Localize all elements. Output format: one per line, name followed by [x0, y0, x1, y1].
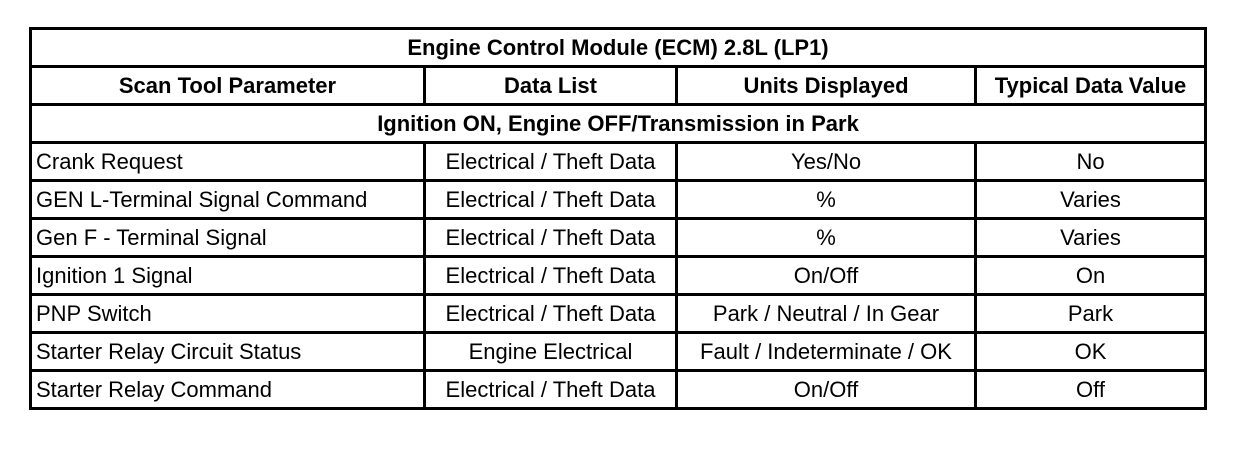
parameter-cell: PNP Switch: [31, 295, 425, 333]
units-cell: %: [677, 219, 976, 257]
header-data-list: Data List: [425, 67, 677, 105]
data-list-cell: Electrical / Theft Data: [425, 143, 677, 181]
data-list-cell: Electrical / Theft Data: [425, 371, 677, 409]
units-cell: Yes/No: [677, 143, 976, 181]
parameter-cell: Starter Relay Circuit Status: [31, 333, 425, 371]
typical-value-cell: Park: [976, 295, 1206, 333]
ecm-data-table: [29, 27, 1207, 410]
data-list-cell: Electrical / Theft Data: [425, 257, 677, 295]
table-row: [31, 333, 1206, 371]
data-list-cell: Engine Electrical: [425, 333, 677, 371]
table-row: [31, 371, 1206, 409]
data-list-cell: Electrical / Theft Data: [425, 295, 677, 333]
typical-value-cell: Varies: [976, 181, 1206, 219]
table-row: [31, 143, 1206, 181]
header-row: [31, 67, 1206, 105]
units-cell: On/Off: [677, 257, 976, 295]
header-typical-data-value: Typical Data Value: [976, 67, 1206, 105]
header-scan-tool-parameter: Scan Tool Parameter: [31, 67, 425, 105]
table-row: [31, 181, 1206, 219]
parameter-cell: Starter Relay Command: [31, 371, 425, 409]
table-row: [31, 257, 1206, 295]
table-row: [31, 295, 1206, 333]
typical-value-cell: On: [976, 257, 1206, 295]
typical-value-cell: Varies: [976, 219, 1206, 257]
parameter-cell: Crank Request: [31, 143, 425, 181]
title-row: [31, 29, 1206, 67]
section-row: [31, 105, 1206, 143]
parameter-cell: Ignition 1 Signal: [31, 257, 425, 295]
section-heading: Ignition ON, Engine OFF/Transmission in Park: [31, 105, 1206, 143]
parameter-cell: GEN L-Terminal Signal Command: [31, 181, 425, 219]
typical-value-cell: OK: [976, 333, 1206, 371]
typical-value-cell: Off: [976, 371, 1206, 409]
units-cell: %: [677, 181, 976, 219]
parameter-cell: Gen F - Terminal Signal: [31, 219, 425, 257]
typical-value-cell: No: [976, 143, 1206, 181]
data-list-cell: Electrical / Theft Data: [425, 181, 677, 219]
units-cell: On/Off: [677, 371, 976, 409]
header-units-displayed: Units Displayed: [677, 67, 976, 105]
table-row: [31, 219, 1206, 257]
units-cell: Park / Neutral / In Gear: [677, 295, 976, 333]
table-title: Engine Control Module (ECM) 2.8L (LP1): [31, 29, 1206, 67]
data-list-cell: Electrical / Theft Data: [425, 219, 677, 257]
units-cell: Fault / Indeterminate / OK: [677, 333, 976, 371]
